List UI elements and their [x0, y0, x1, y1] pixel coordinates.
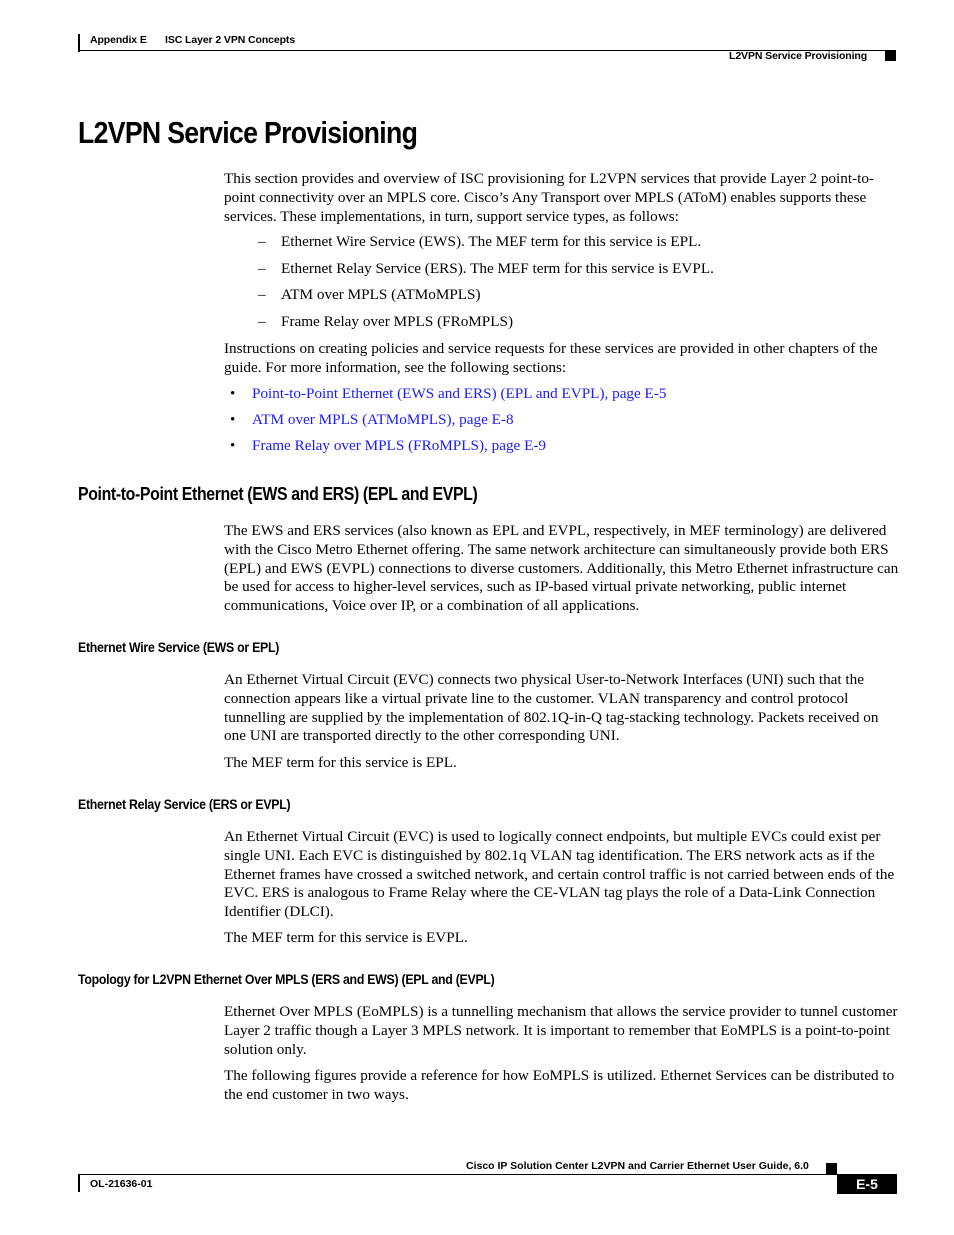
intro-paragraph: This section provides and overview of ISC provisioning for L2VPN services that provide Layer 2 point-to-point connectivity over an MPLS core. Cisco’s Any Transport over MPLS (AToM) enables supports these services. These implementations, in turn, support service types, as follows: — [224, 170, 874, 225]
dash-item: Ethernet Relay Service (ERS). The MEF term for this service is EVPL. — [281, 260, 714, 277]
header-chapter: ISC Layer 2 VPN Concepts — [165, 34, 296, 46]
section-heading-p2p: Point-to-Point Ethernet (EWS and ERS) (EPL and EVPL) — [78, 484, 478, 504]
bullet-marker: • — [230, 412, 236, 428]
link-frame-relay-over-mpls[interactable]: Frame Relay over MPLS (FRoMPLS), page E-9 — [252, 437, 547, 454]
dash-item: ATM over MPLS (ATMoMPLS) — [281, 286, 481, 303]
footer-rule-vertical — [78, 1174, 80, 1192]
dash-marker: – — [258, 286, 266, 303]
header-marker-block — [885, 51, 896, 61]
link-atm-over-mpls[interactable]: ATM over MPLS (ATMoMPLS), page E-8 — [252, 411, 514, 428]
ews-paragraph: An Ethernet Virtual Circuit (EVC) connects two physical User-to-Network Interfaces (UNI) such that the connection appears like a virtual private line to the customer. VLAN transparency and control protocol tunnelling are supplied by the implementation of 802.1Q-in-Q tag-stacking technology. Packets received on one UNI are transported directly to the other corresponding UNI. — [224, 671, 879, 745]
dash-item: Ethernet Wire Service (EWS). The MEF term for this service is EPL. — [281, 233, 702, 250]
p2p-paragraph: The EWS and ERS services (also known as EPL and EVPL, respectively, in MEF terminology) are delivered with the Cisco Metro Ethernet offering. The same network architecture can simultaneously provide both ERS (EPL) and EWS (EVPL) connections to diverse customers. Additionally, this Metro Ethernet infrastructure can be used for access to higher-level services, such as IP-based virtual private networking, public internet communications, Voice over IP, or a combination of all applications. — [224, 522, 899, 615]
footer-doc-number: OL-21636-01 — [90, 1178, 153, 1190]
bullet-marker: • — [230, 438, 236, 454]
header-section: L2VPN Service Provisioning — [729, 50, 868, 62]
dash-marker: – — [258, 260, 266, 277]
subsection-heading-topology: Topology for L2VPN Ethernet Over MPLS (ERS and EWS) (EPL and (EVPL) — [78, 971, 495, 987]
subsection-heading-ers: Ethernet Relay Service (ERS or EVPL) — [78, 796, 291, 812]
dash-marker: – — [258, 313, 266, 330]
footer-guide-title: Cisco IP Solution Center L2VPN and Carrier Ethernet User Guide, 6.0 — [466, 1160, 809, 1172]
footer-marker-block — [826, 1163, 837, 1174]
dash-item: Frame Relay over MPLS (FRoMPLS) — [281, 313, 514, 330]
intro-paragraph-2: Instructions on creating policies and service requests for these services are provided in other chapters of the guide. For more information, see the following sections: — [224, 340, 878, 376]
header-appendix: Appendix E — [90, 34, 147, 46]
topology-paragraph: Ethernet Over MPLS (EoMPLS) is a tunnelling mechanism that allows the service provider to tunnel customer Layer 2 traffic though a Layer 3 MPLS network. It is important to remember that EoMPLS is a point-to-point solution only. — [224, 1003, 898, 1058]
ews-paragraph-2: The MEF term for this service is EPL. — [224, 754, 457, 771]
dash-marker: – — [258, 233, 266, 250]
ers-paragraph: An Ethernet Virtual Circuit (EVC) is used to logically connect endpoints, but multiple EVCs could exist per single UNI. Each EVC is distinguished by 802.1q VLAN tag identification. The ERS network acts as if the Ethernet frames have crossed a switched network, and certain control traffic is not carried between ends of the EVC. ERS is analogous to Frame Relay where the CE-VLAN tag plays the role of a Data-Link Connection Identifier (DLCI). — [224, 828, 895, 921]
bullet-marker: • — [230, 386, 236, 402]
topology-paragraph-2: The following figures provide a reference for how EoMPLS is utilized. Ethernet Services can be distributed to the end customer in two ways. — [224, 1067, 895, 1103]
footer-rule-horizontal — [78, 1174, 837, 1175]
ers-paragraph-2: The MEF term for this service is EVPL. — [224, 929, 468, 946]
page-number-badge: E-5 — [837, 1174, 897, 1194]
subsection-heading-ews: Ethernet Wire Service (EWS or EPL) — [78, 639, 280, 655]
link-point-to-point-ethernet[interactable]: Point-to-Point Ethernet (EWS and ERS) (EPL and EVPL), page E-5 — [252, 385, 667, 402]
page-title: L2VPN Service Provisioning — [78, 115, 418, 150]
